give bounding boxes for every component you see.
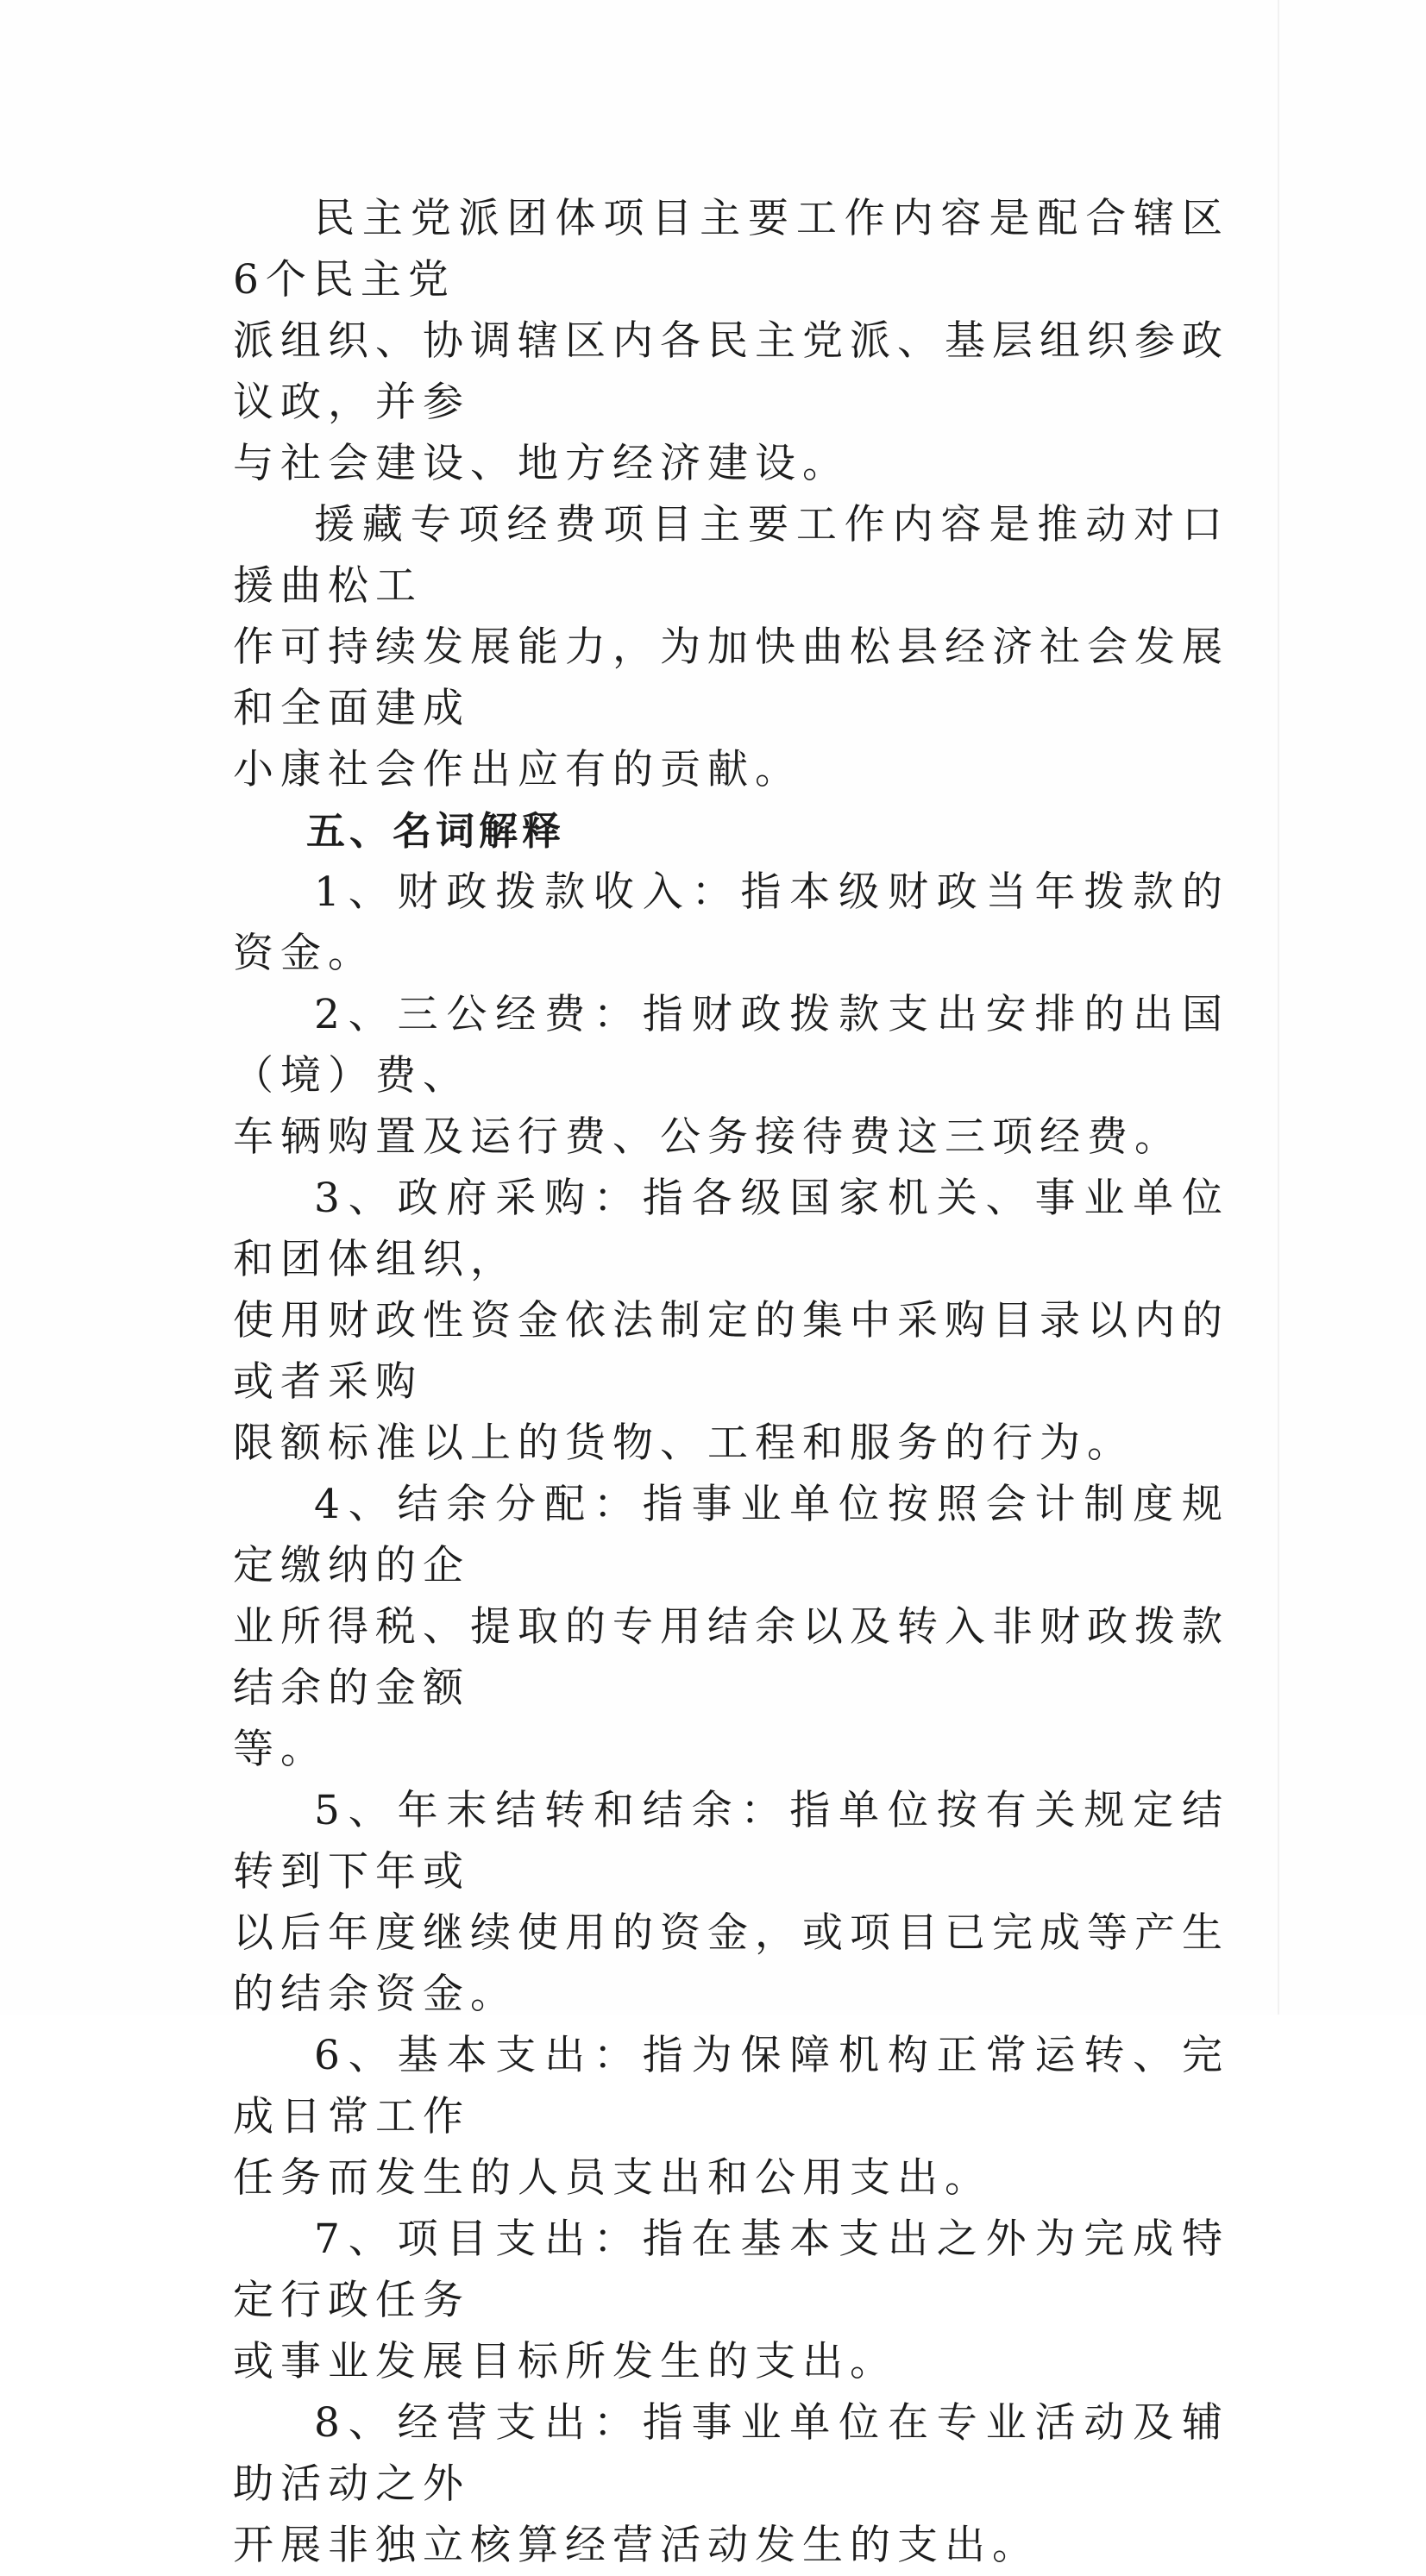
paragraph-tibet-aid [233, 494, 1229, 800]
definition-item [233, 1168, 1229, 1474]
definition-item [233, 984, 1229, 1168]
text-line: 任务而发生的人员支出和公用支出。 [233, 2154, 992, 2202]
text-line: 作可持续发展能力，为加快曲松县经济社会发展和全面建成 [233, 624, 1229, 732]
text-line: 使用财政性资金依法制定的集中采购目录以内的或者采购 [233, 1297, 1229, 1406]
paragraph-democratic-parties [233, 188, 1229, 494]
text-line: 援藏专项经费项目主要工作内容是推动对口援曲松工 [233, 501, 1229, 610]
definition-item [233, 2392, 1229, 2576]
text-line: 小康社会作出应有的贡献。 [233, 746, 802, 793]
definition-item [233, 1474, 1229, 1780]
definition-item [233, 862, 1229, 984]
document-body [233, 188, 1229, 2576]
text-line: 6、基本支出：指为保障机构正常运转、完成日常工作 [233, 2032, 1229, 2140]
text-line: 或事业发展目标所发生的支出。 [233, 2338, 897, 2385]
text-line: 1、财政拨款收入：指本级财政当年拨款的资金。 [233, 868, 1229, 977]
definition-item [233, 2025, 1229, 2209]
text-line: 7、项目支出：指在基本支出之外为完成特定行政任务 [233, 2216, 1229, 2324]
text-line: 3、政府采购：指各级国家机关、事业单位和团体组织， [233, 1175, 1229, 1283]
text-line: 2、三公经费：指财政拨款支出安排的出国（境）费、 [233, 991, 1229, 1100]
text-line: 业所得税、提取的专用结余以及转入非财政拨款结余的金额 [233, 1603, 1229, 1712]
text-line: 与社会建设、地方经济建设。 [233, 440, 850, 487]
text-line: 5、年末结转和结余：指单位按有关规定结转到下年或 [233, 1787, 1229, 1896]
text-line: 限额标准以上的货物、工程和服务的行为。 [233, 1420, 1134, 1467]
text-line: 开展非独立核算经营活动发生的支出。 [233, 2522, 1040, 2569]
text-line: 以后年度继续使用的资金，或项目已完成等产生的结余资金。 [233, 1909, 1229, 2018]
text-line: 车辆购置及运行费、公务接待费这三项经费。 [233, 1113, 1182, 1161]
text-line: 等。 [233, 1726, 328, 1773]
text-line: 派组织、协调辖区内各民主党派、基层组织参政议政，并参 [233, 317, 1229, 426]
definition-item [233, 1780, 1229, 2025]
text-line: 4、结余分配：指事业单位按照会计制度规定缴纳的企 [233, 1481, 1229, 1589]
scan-edge-line [1278, 0, 1279, 2015]
text-line: 8、经营支出：指事业单位在专业活动及辅助活动之外 [233, 2399, 1229, 2508]
definition-item [233, 2209, 1229, 2392]
section-heading: 五、名词解释 [306, 808, 566, 854]
text-line: 民主党派团体项目主要工作内容是配合辖区6个民主党 [233, 195, 1229, 304]
